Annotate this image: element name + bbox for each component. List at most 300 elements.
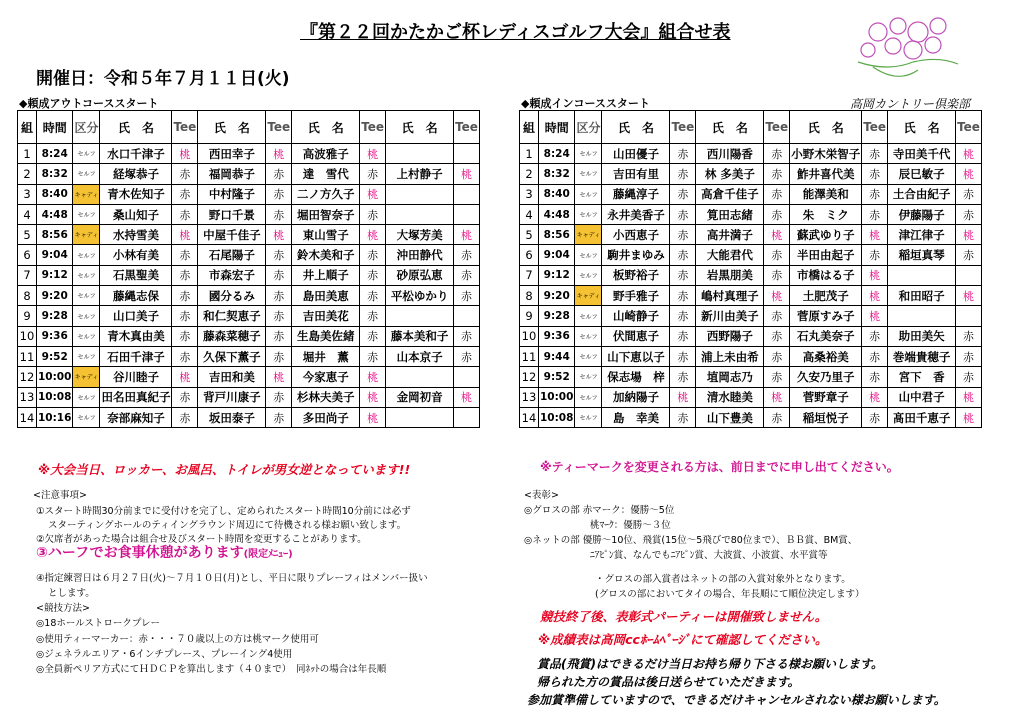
tee-mark: 赤	[764, 265, 790, 285]
tee-mark: 赤	[266, 265, 292, 285]
table-row	[18, 164, 480, 184]
player-name: 堀田智奈子	[292, 204, 360, 224]
group-number: 9	[520, 306, 539, 326]
col-header-tee: Tee	[454, 111, 480, 144]
player-name: 稲垣悦子	[790, 407, 862, 427]
start-time: 9:44	[539, 346, 575, 366]
start-time: 8:40	[37, 184, 73, 204]
tee-mark: 赤	[862, 204, 888, 224]
award-1: ◎グロスの部 赤マーク：優勝～5位	[524, 505, 675, 516]
note-3-menu: (限定ﾒﾆｭｰ)	[243, 549, 293, 560]
player-name	[386, 144, 454, 164]
tee-mark: 桃	[454, 225, 480, 245]
tee-mark: 赤	[764, 407, 790, 427]
play-type: セルフ	[73, 245, 100, 265]
player-name: 新川由美子	[696, 306, 764, 326]
start-time: 8:56	[37, 225, 73, 245]
tee-mark: 赤	[670, 184, 696, 204]
player-name: 伊藤陽子	[888, 204, 956, 224]
tee-mark: 赤	[172, 204, 198, 224]
group-number: 2	[520, 164, 539, 184]
group-number: 3	[520, 184, 539, 204]
tee-mark	[454, 184, 480, 204]
tee-mark: 赤	[670, 326, 696, 346]
tee-mark: 赤	[266, 326, 292, 346]
award-3: ◎ネットの部 優勝～10位、飛賞(15位～5飛びで80位まで）、ＢＢ賞、BM賞、	[524, 535, 858, 546]
start-time: 10:16	[37, 407, 73, 427]
col-header-name: 氏 名	[386, 111, 454, 144]
tee-mark: 桃	[172, 225, 198, 245]
player-name: 沖田静代	[386, 245, 454, 265]
player-name: 藤縄淳子	[602, 184, 670, 204]
rule-1: ◎18ホールストロークプレー	[36, 618, 161, 629]
play-type: セルフ	[73, 306, 100, 326]
tee-mark: 赤	[172, 164, 198, 184]
tee-mark: 赤	[360, 326, 386, 346]
tee-mark: 桃	[172, 367, 198, 387]
group-number: 10	[520, 326, 539, 346]
start-time: 9:36	[539, 326, 575, 346]
tee-mark: 赤	[670, 144, 696, 164]
player-name: 和仁契恵子	[198, 306, 266, 326]
play-type: セルフ	[73, 346, 100, 366]
tee-mark	[454, 204, 480, 224]
player-name: 嶋村真理子	[696, 286, 764, 306]
start-time: 4:48	[539, 204, 575, 224]
tee-mark: 赤	[862, 245, 888, 265]
player-name	[386, 306, 454, 326]
tee-mark: 桃	[454, 387, 480, 407]
group-number: 13	[18, 387, 37, 407]
tee-mark: 赤	[764, 144, 790, 164]
tee-mark: 桃	[764, 387, 790, 407]
player-name	[386, 407, 454, 427]
start-time: 9:52	[539, 367, 575, 387]
tee-mark: 赤	[764, 326, 790, 346]
tee-mark: 赤	[266, 387, 292, 407]
rule-2: ◎使用ティーマーカー：赤・・・７０歳以上の方は桃マーク使用可	[36, 634, 319, 645]
player-name: 筧田志緒	[696, 204, 764, 224]
tee-mark: 桃	[956, 387, 982, 407]
group-number: 5	[18, 225, 37, 245]
notes-title: <注意事項>	[33, 490, 87, 501]
rule-4: ◎全員新ペリア方式にてＨＤＣＰを算出します（４０まで） 同ﾈｯﾄの場合は年長順	[36, 664, 387, 675]
group-number: 4	[520, 204, 539, 224]
tee-mark: 赤	[172, 387, 198, 407]
col-header-tee: Tee	[670, 111, 696, 144]
play-type: セルフ	[575, 387, 602, 407]
play-type: セルフ	[575, 184, 602, 204]
tee-mark: 赤	[266, 184, 292, 204]
player-name: 久安乃里子	[790, 367, 862, 387]
tee-mark: 桃	[956, 286, 982, 306]
start-time: 9:04	[37, 245, 73, 265]
start-time: 9:36	[37, 326, 73, 346]
tee-mark: 赤	[266, 407, 292, 427]
col-header-name: 氏 名	[100, 111, 172, 144]
note-2: ②欠席者があった場合は組合せ及びスタート時間を変更することがあります。	[36, 534, 367, 545]
tee-mark: 赤	[172, 346, 198, 366]
tee-mark: 桃	[360, 144, 386, 164]
player-name: 朱 ミク	[790, 204, 862, 224]
tee-mark: 赤	[670, 225, 696, 245]
player-name: 井上順子	[292, 265, 360, 285]
play-type: セルフ	[575, 164, 602, 184]
club-name: 高岡カントリー倶楽部	[850, 97, 971, 111]
col-header-name: 氏 名	[696, 111, 764, 144]
player-name: 石尾陽子	[198, 245, 266, 265]
player-name: 達 雪代	[292, 164, 360, 184]
player-name: 野手雅子	[602, 286, 670, 306]
tee-mark: 赤	[956, 326, 982, 346]
prize-message-2: 帰られた方の賞品は後日送らせていただきます。	[537, 675, 800, 689]
table-row	[18, 407, 480, 427]
tee-mark: 赤	[172, 184, 198, 204]
tee-mark: 桃	[862, 265, 888, 285]
player-name: 稲垣真琴	[888, 245, 956, 265]
start-time: 9:28	[539, 306, 575, 326]
player-name: 駒井まゆみ	[602, 245, 670, 265]
table-row	[520, 306, 982, 326]
player-name: 青木真由美	[100, 326, 172, 346]
player-name: 大能君代	[696, 245, 764, 265]
tee-mark: 赤	[862, 407, 888, 427]
group-number: 11	[18, 346, 37, 366]
group-number: 1	[18, 144, 37, 164]
tee-mark: 赤	[670, 164, 696, 184]
player-name: 藤縄志保	[100, 286, 172, 306]
player-name	[386, 184, 454, 204]
tee-mark: 赤	[764, 164, 790, 184]
play-type: セルフ	[575, 144, 602, 164]
player-name: 林 多美子	[696, 164, 764, 184]
tee-mark: 赤	[862, 144, 888, 164]
player-name: 坂田泰子	[198, 407, 266, 427]
table-row	[520, 204, 982, 224]
tee-mark	[956, 306, 982, 326]
player-name: 生島美佐緒	[292, 326, 360, 346]
player-name: 清水睦美	[696, 387, 764, 407]
player-name: 和田昭子	[888, 286, 956, 306]
group-number: 12	[520, 367, 539, 387]
out-course-label: ◆頼成アウトコーススタート	[19, 97, 159, 110]
col-header-tee: Tee	[956, 111, 982, 144]
table-row	[18, 225, 480, 245]
player-name: 國分るみ	[198, 286, 266, 306]
out-course-table	[17, 110, 480, 428]
in-course-label: ◆頼成インコーススタート	[521, 97, 650, 110]
play-type: セルフ	[575, 265, 602, 285]
player-name: 山下豊美	[696, 407, 764, 427]
player-name: 蘇武ゆり子	[790, 225, 862, 245]
tee-mark: 赤	[266, 245, 292, 265]
player-name: 鈴木美和子	[292, 245, 360, 265]
col-header-group: 組	[520, 111, 539, 144]
player-name	[888, 265, 956, 285]
tee-mark: 桃	[266, 144, 292, 164]
player-name: 水口千津子	[100, 144, 172, 164]
col-header-tee: Tee	[172, 111, 198, 144]
player-name: 宮下 香	[888, 367, 956, 387]
tee-mark	[956, 265, 982, 285]
start-time: 4:48	[37, 204, 73, 224]
tee-mark: 赤	[670, 245, 696, 265]
col-header-name: 氏 名	[888, 111, 956, 144]
group-number: 7	[520, 265, 539, 285]
player-name: 板野裕子	[602, 265, 670, 285]
tee-mark: 赤	[266, 286, 292, 306]
award-6: (グロスの部においてタイの場合、年長順にて順位決定します）	[595, 589, 865, 600]
tee-mark	[454, 144, 480, 164]
tee-mark: 桃	[764, 286, 790, 306]
player-name: 大塚芳美	[386, 225, 454, 245]
event-date: 開催日：令和５年７月１１日(火)	[36, 69, 290, 89]
in-course-table	[519, 110, 982, 428]
table-row	[18, 367, 480, 387]
tee-mark: 桃	[956, 144, 982, 164]
player-name: 埴岡志乃	[696, 367, 764, 387]
player-name: 福岡恭子	[198, 164, 266, 184]
tee-mark: 赤	[454, 265, 480, 285]
col-header-name: 氏 名	[198, 111, 266, 144]
tee-mark: 赤	[266, 346, 292, 366]
player-name: 高桑裕美	[790, 346, 862, 366]
player-name: 山中君子	[888, 387, 956, 407]
player-name: 奈部麻知子	[100, 407, 172, 427]
note-4b: とします。	[48, 588, 95, 599]
start-time: 8:24	[37, 144, 73, 164]
player-name: 助田美矢	[888, 326, 956, 346]
player-name: 菅野章子	[790, 387, 862, 407]
start-time: 9:20	[539, 286, 575, 306]
tee-mark: 桃	[454, 164, 480, 184]
start-time: 9:12	[539, 265, 575, 285]
play-type: キャディ	[73, 184, 100, 204]
tee-mark: 赤	[862, 367, 888, 387]
tee-mark: 桃	[360, 184, 386, 204]
table-row	[18, 144, 480, 164]
tee-mark: 桃	[360, 225, 386, 245]
tee-mark: 赤	[764, 204, 790, 224]
start-time: 10:08	[37, 387, 73, 407]
table-row	[520, 326, 982, 346]
player-name: 土合由紀子	[888, 184, 956, 204]
player-name: 津江律子	[888, 225, 956, 245]
tee-mark: 桃	[956, 164, 982, 184]
group-number: 11	[520, 346, 539, 366]
tee-mark: 桃	[266, 367, 292, 387]
tee-mark: 桃	[360, 407, 386, 427]
play-type: キャディ	[73, 225, 100, 245]
player-name: 寺田美千代	[888, 144, 956, 164]
tee-mark: 赤	[956, 346, 982, 366]
player-name: 中村隆子	[198, 184, 266, 204]
group-number: 4	[18, 204, 37, 224]
tee-mark: 赤	[360, 286, 386, 306]
table-row	[18, 306, 480, 326]
player-name: 谷川睦子	[100, 367, 172, 387]
award-2: 桃ﾏｰｸ：優勝～３位	[590, 520, 671, 531]
col-header-tee: Tee	[764, 111, 790, 144]
play-type: セルフ	[73, 326, 100, 346]
tee-mark: 桃	[956, 407, 982, 427]
results-notice: ※成績表は高岡ccﾎｰﾑﾍﾟｰｼﾞにて確認してください。	[538, 632, 828, 647]
play-type: セルフ	[575, 326, 602, 346]
player-name	[888, 306, 956, 326]
tee-mark: 赤	[360, 346, 386, 366]
play-type: セルフ	[575, 306, 602, 326]
player-name	[386, 367, 454, 387]
play-type: セルフ	[575, 407, 602, 427]
player-name: 二ノ方久子	[292, 184, 360, 204]
tee-mark: 桃	[862, 225, 888, 245]
table-row	[18, 204, 480, 224]
flower-bouquet-illustration	[838, 12, 988, 92]
tee-mark	[454, 407, 480, 427]
player-name: 山崎静子	[602, 306, 670, 326]
play-type: セルフ	[73, 164, 100, 184]
tee-mark: 赤	[670, 306, 696, 326]
player-name: 田名田真紀子	[100, 387, 172, 407]
start-time: 9:20	[37, 286, 73, 306]
no-party-notice: 競技終了後、表彰式パーティーは開催致しません。	[540, 609, 828, 624]
player-name: 背戸川康子	[198, 387, 266, 407]
player-name: 高井満子	[696, 225, 764, 245]
play-type: セルフ	[73, 204, 100, 224]
group-number: 3	[18, 184, 37, 204]
tee-mark	[454, 306, 480, 326]
player-name: 市橋はる子	[790, 265, 862, 285]
start-time: 8:32	[37, 164, 73, 184]
player-name: 多田尚子	[292, 407, 360, 427]
group-number: 8	[18, 286, 37, 306]
player-name: 吉田和美	[198, 367, 266, 387]
play-type: セルフ	[575, 346, 602, 366]
table-row	[520, 367, 982, 387]
prize-message-3: 参加賞準備していますので、できるだけキャンセルされない様お願いします。	[527, 693, 946, 707]
player-name: 巻端貴穂子	[888, 346, 956, 366]
tee-mark: 赤	[360, 204, 386, 224]
prize-message-1: 賞品(飛賞)はできるだけ当日お持ち帰り下さる様お願いします。	[537, 657, 884, 671]
tee-mark: 赤	[360, 265, 386, 285]
tee-mark: 赤	[670, 286, 696, 306]
player-name: 土肥茂子	[790, 286, 862, 306]
start-time: 9:28	[37, 306, 73, 326]
tee-mark: 桃	[764, 225, 790, 245]
tee-mark: 赤	[862, 164, 888, 184]
player-name: 中屋千佳子	[198, 225, 266, 245]
table-row	[18, 245, 480, 265]
player-name: 高倉千佳子	[696, 184, 764, 204]
group-number: 8	[520, 286, 539, 306]
player-name: 東山雪子	[292, 225, 360, 245]
tee-mark: 赤	[764, 367, 790, 387]
player-name: 水持雪美	[100, 225, 172, 245]
tee-mark: 赤	[956, 245, 982, 265]
play-type: セルフ	[73, 387, 100, 407]
player-name	[386, 204, 454, 224]
tee-mark: 赤	[764, 245, 790, 265]
note-3	[36, 542, 293, 562]
page-title: 『第２２回かたかご杯レディスゴルフ大会』組合せ表	[300, 22, 731, 43]
tee-mark: 赤	[360, 245, 386, 265]
reverse-facilities-notice: ※大会当日、ロッカー、お風呂、トイレが男女逆となっています!!	[38, 462, 411, 477]
table-row	[520, 265, 982, 285]
start-time: 8:40	[539, 184, 575, 204]
tee-mark: 赤	[266, 306, 292, 326]
tee-mark	[454, 367, 480, 387]
tee-mark: 桃	[670, 387, 696, 407]
table-row	[520, 144, 982, 164]
start-time: 9:12	[37, 265, 73, 285]
col-header-group: 組	[18, 111, 37, 144]
player-name: 山下恵以子	[602, 346, 670, 366]
col-header-tee: Tee	[360, 111, 386, 144]
tee-mark: 桃	[360, 367, 386, 387]
play-type: キャディ	[575, 225, 602, 245]
col-header-type: 区分	[73, 111, 100, 144]
player-name: 山口美子	[100, 306, 172, 326]
player-name: 永井美香子	[602, 204, 670, 224]
player-name: 石黒聖美	[100, 265, 172, 285]
tee-mark: 赤	[266, 204, 292, 224]
table-row	[18, 265, 480, 285]
note-1: ①スタート時間30分前までに受付けを完了し、定められたスタート時間10分前には必ず	[36, 506, 411, 517]
tee-mark: 赤	[454, 346, 480, 366]
player-name: 加納陽子	[602, 387, 670, 407]
table-row	[520, 245, 982, 265]
group-number: 7	[18, 265, 37, 285]
player-name: 吉田有里	[602, 164, 670, 184]
col-header-name: 氏 名	[602, 111, 670, 144]
awards-title: <表彰>	[524, 490, 559, 501]
player-name: 岩黒朋美	[696, 265, 764, 285]
note-3-text: ③ハーフでお食事休憩があります	[36, 545, 244, 561]
tee-mark: 桃	[862, 306, 888, 326]
play-type: キャディ	[575, 286, 602, 306]
award-4: ﾆｱﾋﾟﾝ賞、なんでもﾆｱﾋﾟﾝ賞、大波賞、小波賞、水平賞等	[590, 550, 828, 561]
player-name: 山本京子	[386, 346, 454, 366]
tee-mark: 赤	[670, 346, 696, 366]
player-name: 藤森菜穂子	[198, 326, 266, 346]
player-name: 石丸美奈子	[790, 326, 862, 346]
player-name: 市森宏子	[198, 265, 266, 285]
group-number: 2	[18, 164, 37, 184]
tee-mark: 桃	[862, 286, 888, 306]
player-name: 経塚恭子	[100, 164, 172, 184]
table-row	[18, 326, 480, 346]
player-name: 伏間恵子	[602, 326, 670, 346]
group-number: 14	[520, 407, 539, 427]
start-time: 8:24	[539, 144, 575, 164]
group-number: 5	[520, 225, 539, 245]
player-name: 久保下薫子	[198, 346, 266, 366]
table-row	[520, 407, 982, 427]
col-header-name: 氏 名	[790, 111, 862, 144]
tee-mark: 赤	[764, 306, 790, 326]
col-header-time: 時間	[539, 111, 575, 144]
col-header-time: 時間	[37, 111, 73, 144]
table-row	[18, 387, 480, 407]
player-name: 高波雅子	[292, 144, 360, 164]
tee-mark: 赤	[862, 326, 888, 346]
start-time: 10:08	[539, 407, 575, 427]
player-name: 上村静子	[386, 164, 454, 184]
table-row	[520, 164, 982, 184]
group-number: 6	[520, 245, 539, 265]
player-name: 杉林夫美子	[292, 387, 360, 407]
tee-mark: 赤	[764, 346, 790, 366]
